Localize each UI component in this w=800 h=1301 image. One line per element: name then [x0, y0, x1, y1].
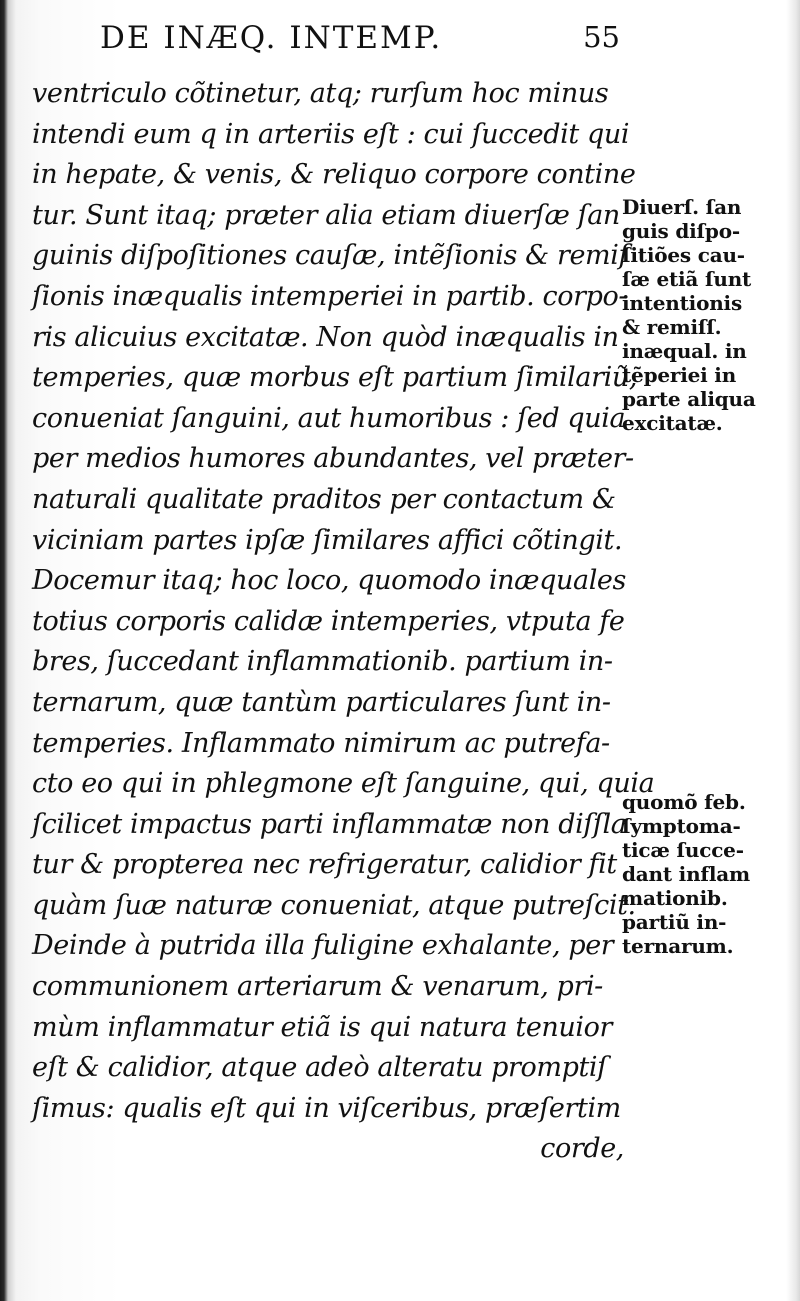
margin-note-line: mationib.	[622, 886, 728, 910]
margin-note-line: dant inflam	[622, 862, 750, 886]
text-line: conueniat ſanguini, aut humoribus : ſed quia	[32, 402, 626, 434]
text-line: Docemur itaq; hoc loco, quomodo inæquales	[32, 565, 626, 597]
margin-note-line: Diuerſ. ſan	[622, 195, 742, 219]
margin-note-line: ſæ etiã ſunt	[622, 267, 752, 291]
text-line: quàm ſuæ naturæ conueniat, atque putreſcit.	[32, 889, 636, 921]
page-header	[100, 20, 620, 70]
margin-note-line: ternarum.	[622, 934, 734, 958]
text-line: intendi eum q in arteriis eſt : cui ſuccedit qui	[32, 118, 630, 150]
margin-note-line: quomõ feb.	[622, 790, 746, 814]
margin-note-line: excitatæ.	[622, 411, 723, 435]
text-line: ſionis inæqualis intemperiei in partib. corpo-	[32, 280, 628, 312]
text-line: per medios humores abundantes, vel præter-	[32, 443, 634, 475]
catchword: corde,	[540, 1133, 624, 1165]
text-line: mùm inflammatur etiã is qui natura tenuior	[32, 1011, 612, 1043]
margin-note-line: inæqual. in	[622, 339, 747, 363]
text-line: ternarum, quæ tantùm particulares ſunt in-	[32, 686, 611, 718]
text-line: eſt & calidior, atque adeò alteratu promptiſ	[32, 1052, 607, 1084]
text-line: ris alicuius excitatæ. Non quòd inæqualis in	[32, 321, 619, 353]
text-line: communionem arteriarum & venarum, pri-	[32, 971, 603, 1003]
text-line: temperies. Inflammato nimirum ac putrefa-	[32, 727, 610, 759]
text-line: ventriculo cõtinetur, atq; rurſum hoc minus	[32, 78, 609, 109]
text-line: ſcilicet impactus parti inflammatæ non diſſla	[32, 808, 627, 840]
text-line: tur. Sunt itaq; præter alia etiam diuerſæ ſan	[32, 199, 620, 231]
text-line: ſimus: qualis eſt qui in viſceribus, præſertim	[32, 1092, 621, 1124]
margin-note-line: ſitiões cau-	[622, 243, 745, 267]
text-line: tur & propterea nec refrigeratur, calidior fit	[32, 849, 617, 881]
running-head: DE INÆQ. INTEMP.	[100, 20, 443, 56]
margin-note-line: tẽperiei in	[622, 363, 737, 387]
text-line: naturali qualitate praditos per contactum &	[32, 483, 616, 515]
text-line: guinis diſpoſitiones cauſæ, intẽſionis & remiſ	[32, 240, 629, 272]
text-line: cto eo qui in phlegmone eſt ſanguine, qui, quia	[32, 768, 655, 800]
margin-note-line: partiũ in-	[622, 910, 727, 934]
margin-note-line: guis diſpo-	[622, 219, 740, 243]
text-line: totius corporis calidæ intemperies, vtputa fe	[32, 605, 625, 637]
text-line: viciniam partes ipſæ ſimilares affici cõtingit.	[32, 524, 623, 556]
margin-note-fevers	[622, 790, 792, 958]
margin-note-line: ticæ ſucce-	[622, 838, 744, 862]
margin-note-dispositions	[622, 195, 792, 435]
page-number: 55	[583, 20, 620, 54]
text-line: temperies, quæ morbus eſt partium ſimilariũ,	[32, 362, 638, 394]
margin-note-line: ſymptoma-	[622, 814, 741, 838]
text-line: in hepate, & venis, & reliquo corpore contine	[32, 159, 636, 191]
margin-note-line: intentionis	[622, 291, 743, 315]
text-line: Deinde à putrida illa fuligine exhalante, per	[32, 930, 614, 962]
margin-note-line: & remiſſ.	[622, 315, 722, 339]
text-line: bres, ſuccedant inflammationib. partium in-	[32, 646, 613, 678]
main-text-block	[32, 74, 655, 1170]
margin-note-line: parte aliqua	[622, 387, 756, 411]
